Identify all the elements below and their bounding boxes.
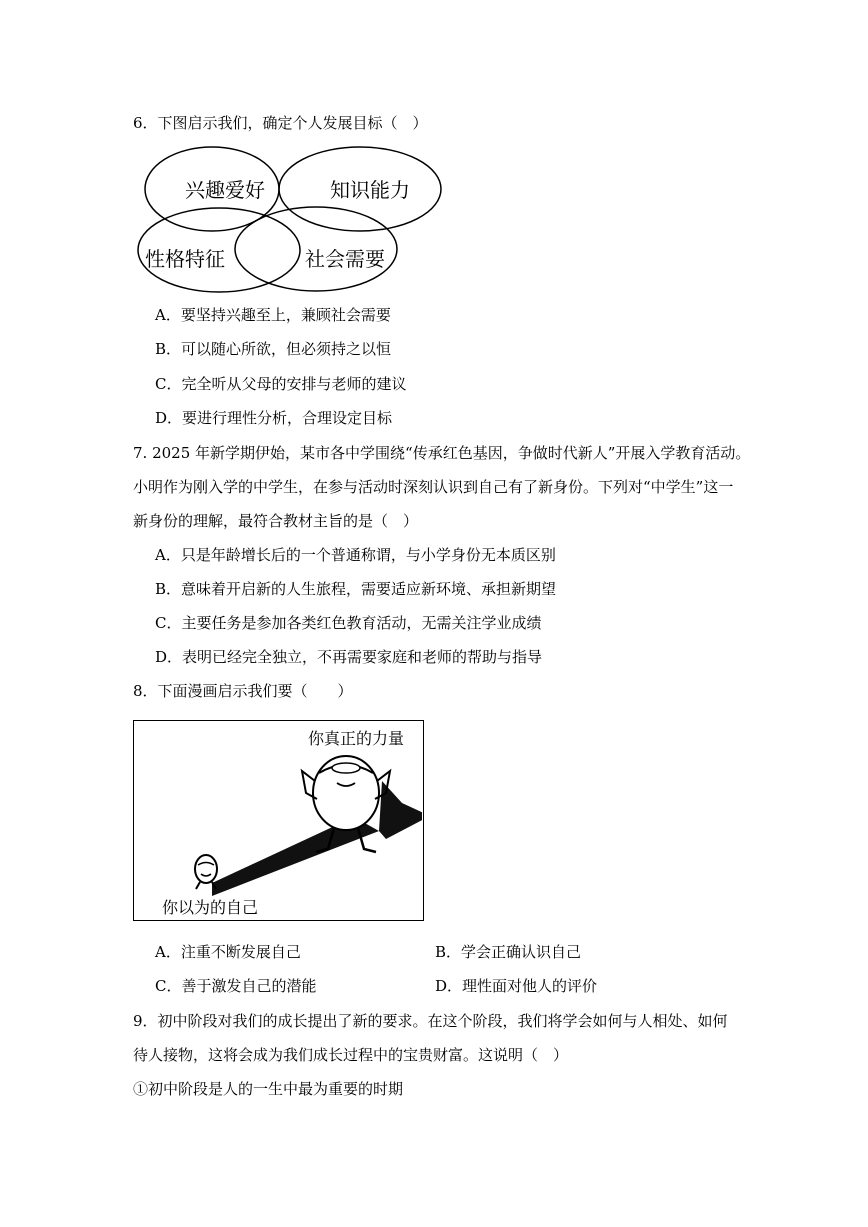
cartoon-drawing xyxy=(134,721,422,919)
question-9-line-2: 待人接物，这将会成为我们成长过程中的宝贵财富。这说明（ ） xyxy=(133,1046,569,1064)
venn-label-personality: 性格特征 xyxy=(145,247,225,271)
venn-label-knowledge: 知识能力 xyxy=(330,178,410,202)
venn-label-social-needs: 社会需要 xyxy=(305,247,385,271)
cartoon-label-true-power: 你真正的力量 xyxy=(308,729,405,748)
venn-circles xyxy=(130,145,450,295)
q8-option-b: B．学会正确认识自己 xyxy=(435,943,582,961)
q7-option-d: D．表明已经完全独立，不再需要家庭和老师的帮助与指导 xyxy=(155,648,543,666)
question-7-line-3: 新身份的理解，最符合教材主旨的是（ ） xyxy=(133,512,419,530)
q7-option-c: C．主要任务是参加各类红色教育活动，无需关注学业成绩 xyxy=(155,614,542,632)
q8-option-c: C．善于激发自己的潜能 xyxy=(155,977,317,995)
q6-option-a: A．要坚持兴趣至上，兼顾社会需要 xyxy=(155,306,391,324)
q7-option-b: B．意味着开启新的人生旅程，需要适应新环境、承担新期望 xyxy=(155,580,557,598)
cartoon-label-self-image: 你以为的自己 xyxy=(162,898,259,917)
q8-option-a: A．注重不断发展自己 xyxy=(155,943,301,961)
cartoon-illustration xyxy=(133,720,424,921)
question-9-line-1: 9．初中阶段对我们的成长提出了新的要求。在这个阶段，我们将学会如何与人相处、如何 xyxy=(133,1012,728,1030)
venn-diagram xyxy=(130,145,450,295)
question-9-item-1: ①初中阶段是人的一生中最为重要的时期 xyxy=(133,1080,404,1098)
q6-option-d: D．要进行理性分析，合理设定目标 xyxy=(155,409,393,427)
question-6-stem: 6．下图启示我们，确定个人发展目标（ ） xyxy=(133,114,428,132)
q7-option-a: A．只是年龄增长后的一个普通称谓，与小学身份无本质区别 xyxy=(155,546,556,564)
q6-option-c: C．完全听从父母的安排与老师的建议 xyxy=(155,375,407,393)
q6-option-b: B．可以随心所欲，但必须持之以恒 xyxy=(155,340,392,358)
question-7-line-1: 7. 2025 年新学期伊始，某市各中学围绕“传承红色基因，争做时代新人”开展入学教育活动。 xyxy=(133,444,751,462)
question-7-line-2: 小明作为刚入学的中学生，在参与活动时深刻认识到自己有了新身份。下列对“中学生”这一 xyxy=(133,478,734,496)
question-8-stem: 8．下面漫画启示我们要（ ） xyxy=(133,682,353,700)
venn-label-interests: 兴趣爱好 xyxy=(185,178,265,202)
q8-option-d: D．理性面对他人的评价 xyxy=(435,977,598,995)
